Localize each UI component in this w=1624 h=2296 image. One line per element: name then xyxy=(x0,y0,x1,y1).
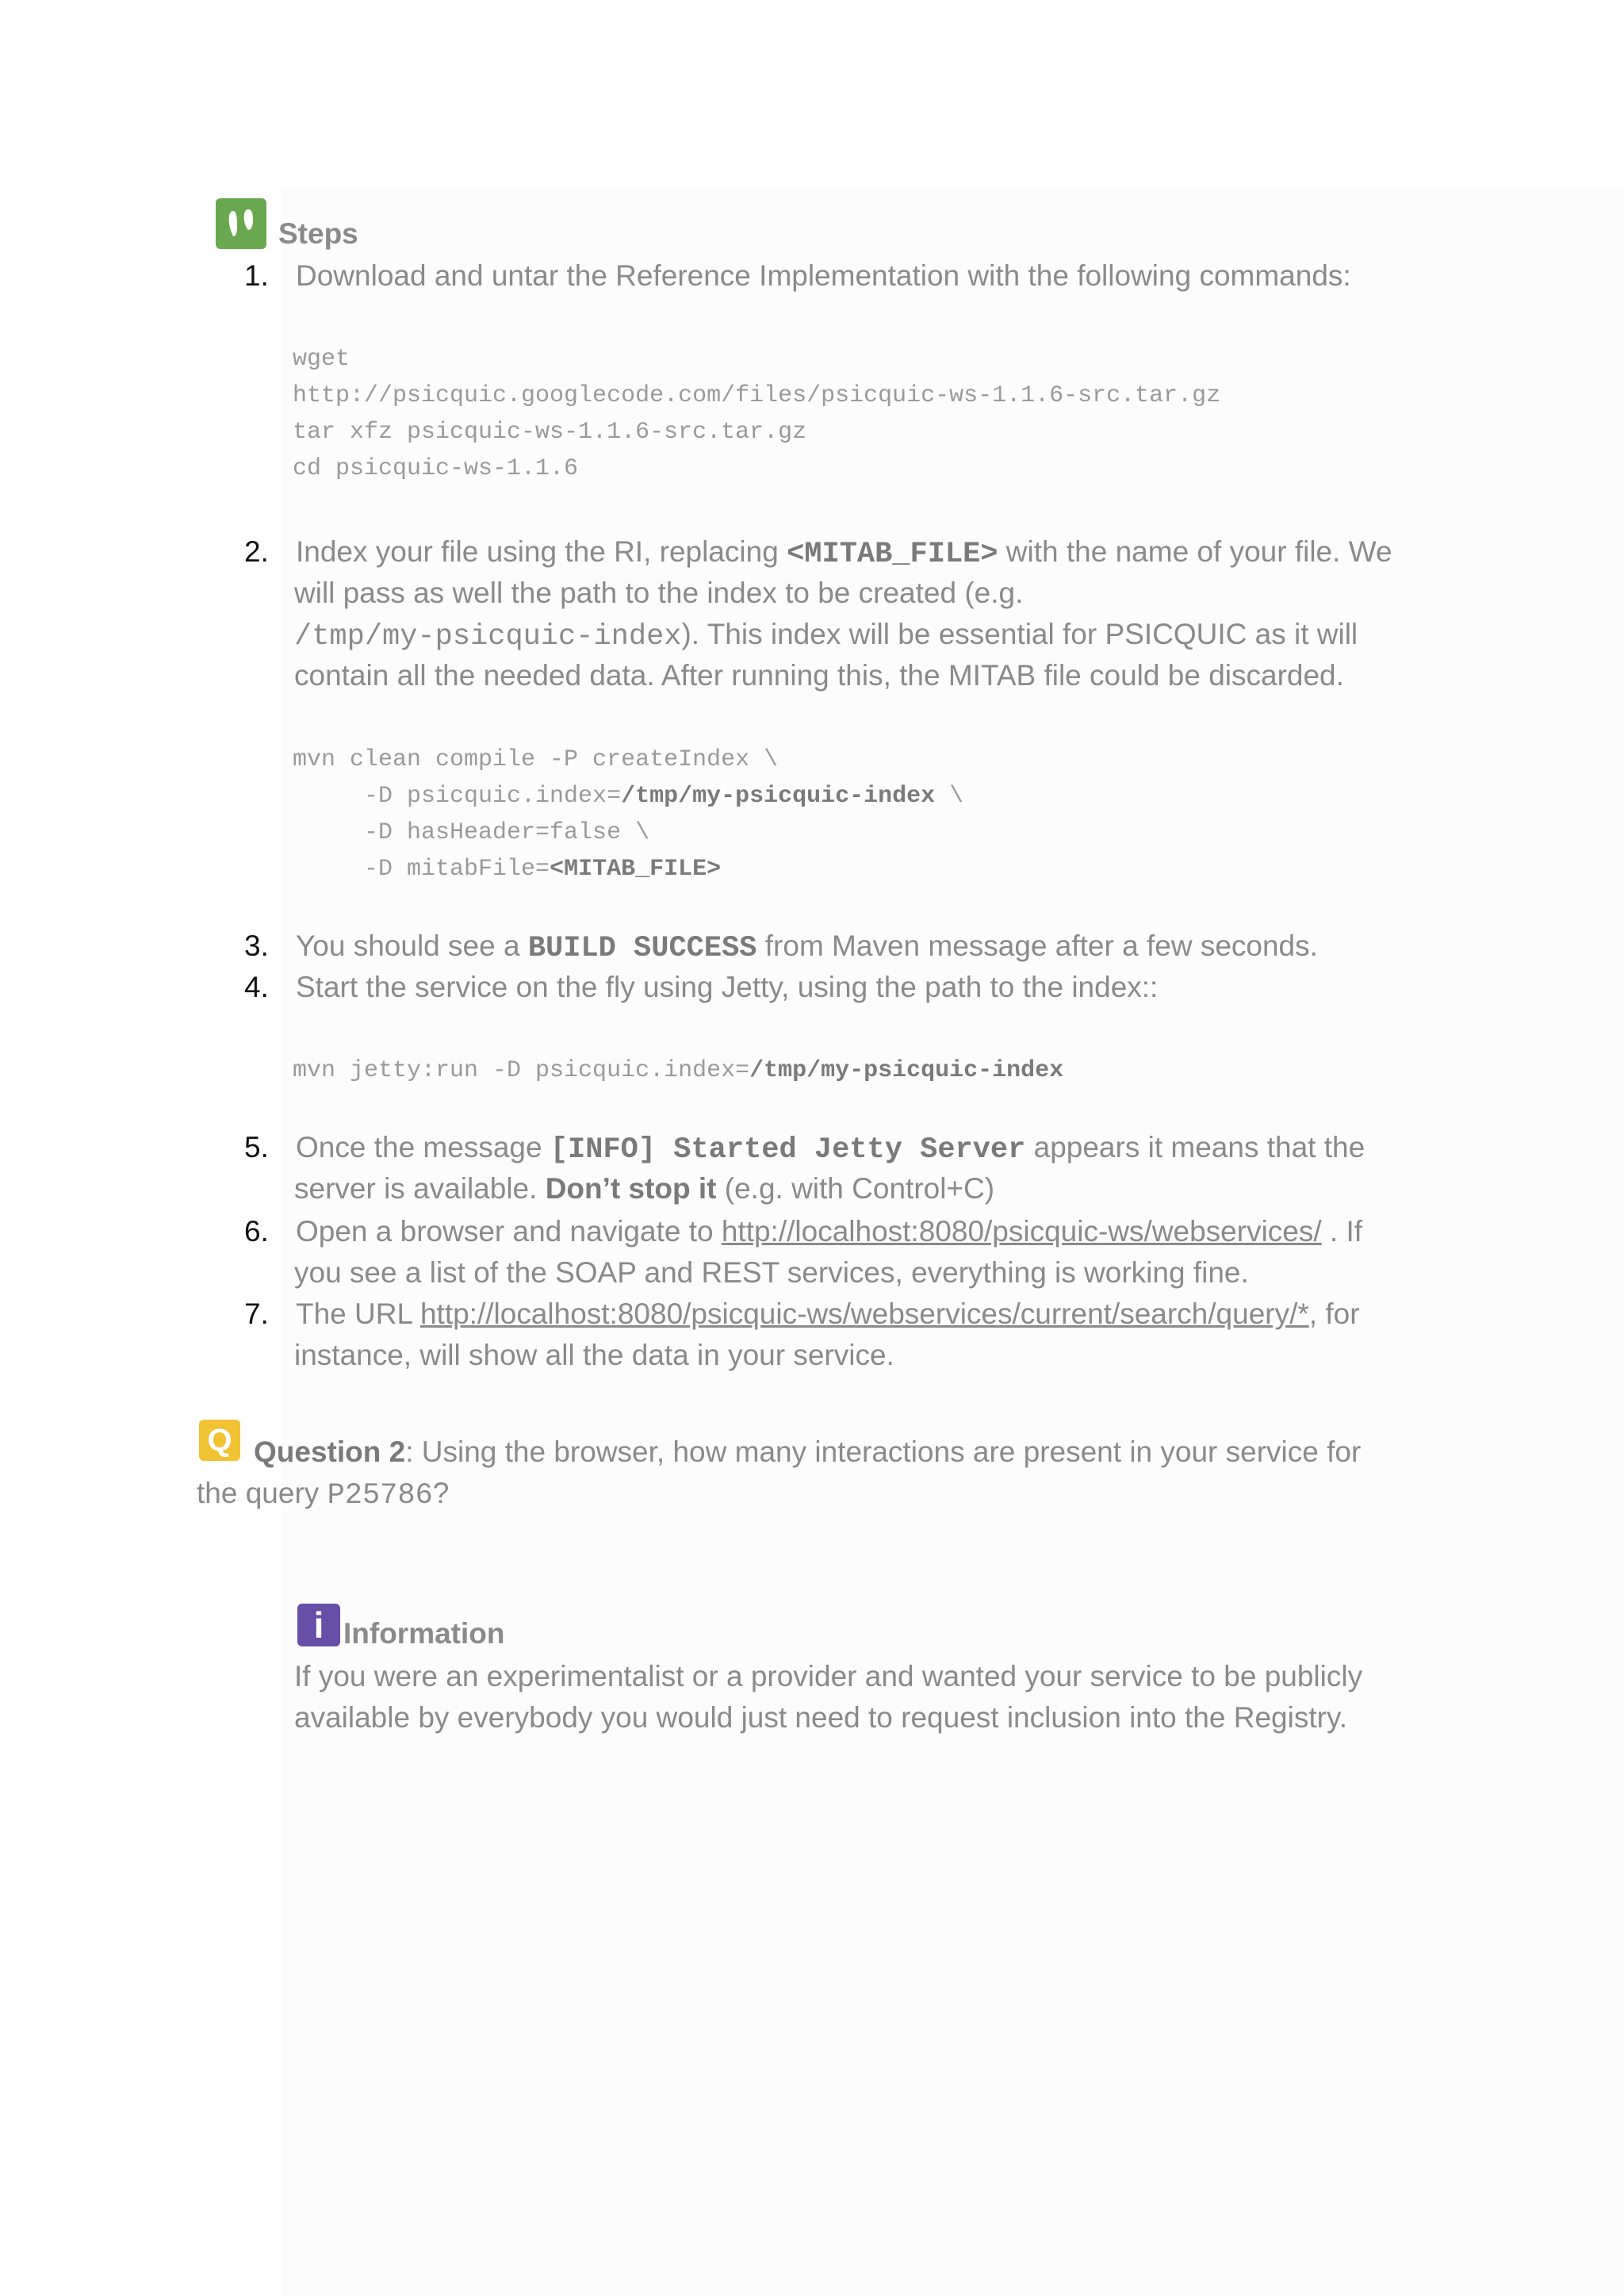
list-number: 6. xyxy=(244,1215,269,1248)
list-item-text: will pass as well the path to the index to be created (e.g. xyxy=(294,577,1024,609)
list-item: You should see a BUILD SUCCESS from Maven message after a few seconds. xyxy=(296,930,1318,965)
question-text: the query P25786? xyxy=(197,1477,450,1512)
list-item: Open a browser and navigate to http://localhost:8080/psicquic-ws/webservices/ . If xyxy=(296,1215,1363,1248)
info-text: If you were an experimentalist or a provider and wanted your service to be publicly xyxy=(294,1660,1363,1692)
list-number: 4. xyxy=(244,971,269,1003)
list-item-text: you see a list of the SOAP and REST services, everything is working fine. xyxy=(294,1256,1249,1289)
info-icon: i xyxy=(297,1604,340,1646)
code-block: mvn clean compile -P createIndex \ -D psicquic.index=/tmp/my-psicquic-index \ -D hasHeader=false \ -D mitabFile=<MITAB_FILE> xyxy=(293,746,964,883)
list-item: Download and untar the Reference Implementation with the following commands: xyxy=(296,259,1351,292)
list-item-text: instance, will show all the data in your service. xyxy=(294,1339,894,1371)
list-item: Start the service on the fly using Jetty, using the path to the index:: xyxy=(296,971,1159,1003)
list-number: 2. xyxy=(244,535,269,568)
footprints-icon xyxy=(216,198,266,249)
code-block: mvn jetty:run -D psicquic.index=/tmp/my-psicquic-index xyxy=(293,1057,1064,1084)
list-item-text: /tmp/my-psicquic-index). This index will be essential for PSICQUIC as it will xyxy=(294,618,1358,654)
list-number: 1. xyxy=(244,259,269,292)
list-item: Once the message [INFO] Started Jetty Server appears it means that the xyxy=(296,1131,1365,1167)
steps-heading: Steps xyxy=(278,217,358,250)
question-icon: Q xyxy=(199,1420,240,1461)
list-number: 7. xyxy=(244,1297,269,1330)
list-item: Index your file using the RI, replacing <MITAB_FILE> with the name of your file. We xyxy=(296,535,1392,571)
list-number: 5. xyxy=(244,1131,269,1163)
info-heading: Information xyxy=(343,1617,505,1650)
info-text: available by everybody you would just need to request inclusion into the Registry. xyxy=(294,1701,1347,1734)
query-link[interactable]: http://localhost:8080/psicquic-ws/webservices/current/search/query/* xyxy=(419,1297,1309,1330)
list-item: The URL http://localhost:8080/psicquic-ws/webservices/current/search/query/*, for xyxy=(296,1297,1360,1330)
list-number: 3. xyxy=(244,930,269,962)
question-text: Question 2: Using the browser, how many interactions are present in your service for xyxy=(254,1435,1362,1468)
list-item-text: contain all the needed data. After running this, the MITAB file could be discarded. xyxy=(294,659,1344,692)
code-block: wget http://psicquic.googlecode.com/files/psicquic-ws-1.1.6-src.tar.gz tar xfz psicquic-ws-1.1.6-src.tar.gz cd psicquic-ws-1.1.6 xyxy=(293,346,1221,482)
list-item-text: server is available. Don’t stop it (e.g. with Control+C) xyxy=(294,1172,995,1205)
webservices-link[interactable]: http://localhost:8080/psicquic-ws/webservices/ xyxy=(721,1215,1322,1248)
